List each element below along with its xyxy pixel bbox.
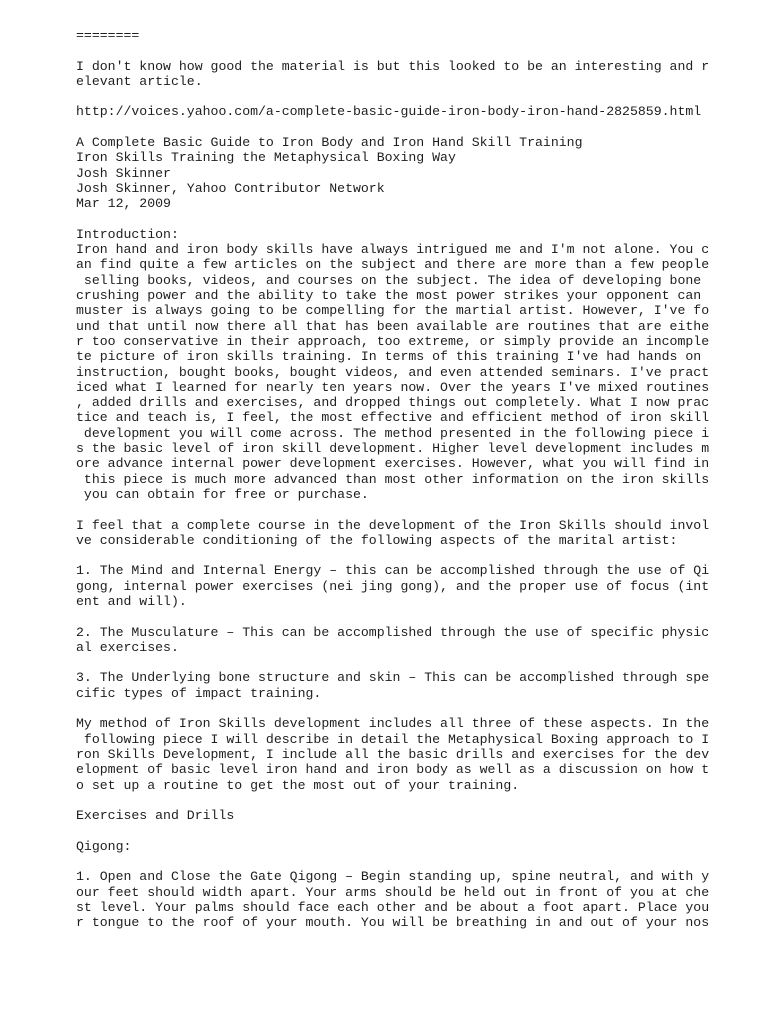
blank-line (76, 701, 716, 716)
text-line: , added drills and exercises, and dropped things out completely. What I now prac (76, 395, 710, 411)
blank-line (76, 655, 716, 670)
text-line: 1. The Mind and Internal Energy – this can be accomplished through the use of Qi (76, 563, 710, 579)
text-line: Exercises and Drills (76, 808, 235, 824)
text-line: My method of Iron Skills development includes all three of these aspects. In the (76, 716, 710, 732)
text-line: cific types of impact training. (76, 685, 322, 701)
text-line: Iron hand and iron body skills have always intrigued me and I'm not alone. You c (76, 242, 710, 258)
blank-line (76, 854, 716, 869)
text-line: selling books, videos, and courses on the subject. The idea of developing bone (76, 272, 702, 288)
text-line: you can obtain for free or purchase. (76, 486, 369, 502)
text-line: iced what I learned for nearly ten years now. Over the years I've mixed routines (76, 379, 710, 395)
text-line: und that until now there all that has been available are routines that are eithe (76, 318, 710, 334)
text-line: r tongue to the roof of your mouth. You will be breathing in and out of your nos (76, 915, 710, 931)
text-line: Introduction: (76, 226, 179, 242)
text-line: tice and teach is, I feel, the most effective and efficient method of iron skill (76, 410, 710, 426)
text-line: crushing power and the ability to take the most power strikes your opponent can (76, 288, 702, 304)
text-line: o set up a routine to get the most out of your training. (76, 777, 520, 793)
text-line: r too conservative in their approach, too extreme, or simply provide an incomple (76, 333, 710, 349)
text-line: ron Skills Development, I include all the basic drills and exercises for the dev (76, 746, 710, 762)
text-line: Josh Skinner (76, 165, 171, 181)
blank-line (76, 793, 716, 808)
text-line: instruction, bought books, bought videos, and even attended seminars. I've pract (76, 364, 710, 380)
blank-line (76, 502, 716, 517)
blank-line (76, 548, 716, 563)
text-line: muster is always going to be compelling for the martial artist. However, I've fo (76, 303, 710, 319)
text-line: al exercises. (76, 639, 179, 655)
blank-line (76, 120, 716, 135)
blank-line (76, 43, 716, 58)
text-line: A Complete Basic Guide to Iron Body and Iron Hand Skill Training (76, 135, 583, 151)
text-line: Mar 12, 2009 (76, 196, 171, 212)
blank-line (76, 609, 716, 624)
text-line: 1. Open and Close the Gate Qigong – Begin standing up, spine neutral, and with y (76, 869, 710, 885)
text-line: st level. Your palms should face each other and be about a foot apart. Place you (76, 899, 710, 915)
blank-line (76, 89, 716, 104)
text-line: s the basic level of iron skill development. Higher level development includes m (76, 441, 710, 457)
text-line: te picture of iron skills training. In terms of this training I've had hands on (76, 349, 702, 365)
text-line: I don't know how good the material is but this looked to be an interesting and r (76, 58, 710, 74)
text-line: this piece is much more advanced than most other information on the iron skills (76, 471, 710, 487)
text-line: I feel that a complete course in the development of the Iron Skills should invol (76, 517, 710, 533)
text-line: 2. The Musculature – This can be accomplished through the use of specific physic (76, 624, 710, 640)
blank-line (76, 823, 716, 838)
text-line: elevant article. (76, 73, 203, 89)
text-line: ve considerable conditioning of the following aspects of the marital artist: (76, 532, 678, 548)
text-line: ent and will). (76, 593, 187, 609)
text-line: an find quite a few articles on the subject and there are more than a few people (76, 257, 710, 273)
document-page (76, 28, 716, 931)
text-line: ======== (76, 28, 140, 43)
text-line: Qigong: (76, 838, 132, 854)
text-line: Josh Skinner, Yahoo Contributor Network (76, 180, 385, 196)
text-line: following piece I will describe in detail the Metaphysical Boxing approach to I (76, 731, 710, 747)
text-line: elopment of basic level iron hand and iron body as well as a discussion on how t (76, 762, 710, 778)
blank-line (76, 212, 716, 227)
text-line: development you will come across. The method presented in the following piece i (76, 425, 710, 441)
text-line: Iron Skills Training the Metaphysical Boxing Way (76, 150, 456, 166)
text-line: ore advance internal power development exercises. However, what you will find in (76, 456, 710, 472)
text-line: our feet should width apart. Your arms should be held out in front of you at che (76, 884, 710, 900)
text-line: gong, internal power exercises (nei jing gong), and the proper use of focus (int (76, 578, 710, 594)
text-line: 3. The Underlying bone structure and skin – This can be accomplished through spe (76, 670, 710, 686)
text-line: http://voices.yahoo.com/a-complete-basic-guide-iron-body-iron-hand-2825859.html (76, 104, 702, 120)
